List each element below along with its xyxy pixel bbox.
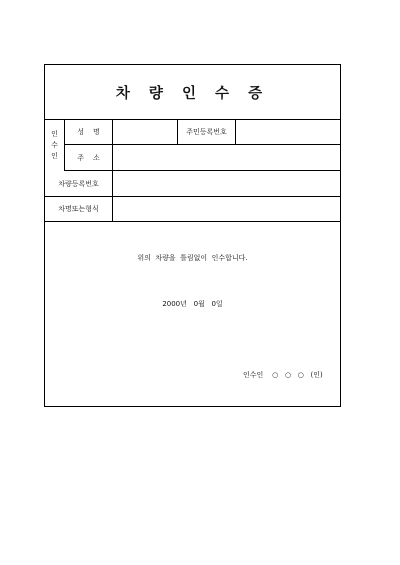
address-row — [65, 145, 340, 171]
address-value[interactable] — [113, 145, 340, 170]
name-label: 성 명 — [65, 119, 113, 144]
address-label: 주 소 — [65, 145, 113, 170]
recipient-side-label — [45, 119, 65, 171]
form-title: 차 량 인 수 증 — [45, 65, 340, 120]
side-char-2: 수 — [51, 140, 58, 149]
side-char-3: 인 — [51, 151, 58, 160]
reg-number-label: 차량등록번호 — [45, 171, 113, 196]
vehicle-receipt-form — [44, 64, 341, 407]
reg-number-row — [45, 171, 340, 197]
side-char-1: 인 — [51, 129, 58, 138]
reg-number-value[interactable] — [113, 171, 340, 196]
signer-line: 인수인 ○ ○ ○ (인) — [243, 371, 323, 379]
id-number-value[interactable] — [236, 119, 340, 144]
model-label: 차명또는형식 — [45, 197, 113, 221]
name-row — [65, 119, 340, 145]
model-row — [45, 197, 340, 222]
model-value[interactable] — [113, 197, 340, 221]
name-value[interactable] — [113, 119, 178, 144]
statement-text: 위의 차량을 틀림없이 인수합니다. — [137, 254, 248, 262]
date-text: 2000년 0월 0일 — [162, 300, 223, 308]
id-number-label: 주민등록번호 — [178, 119, 236, 144]
